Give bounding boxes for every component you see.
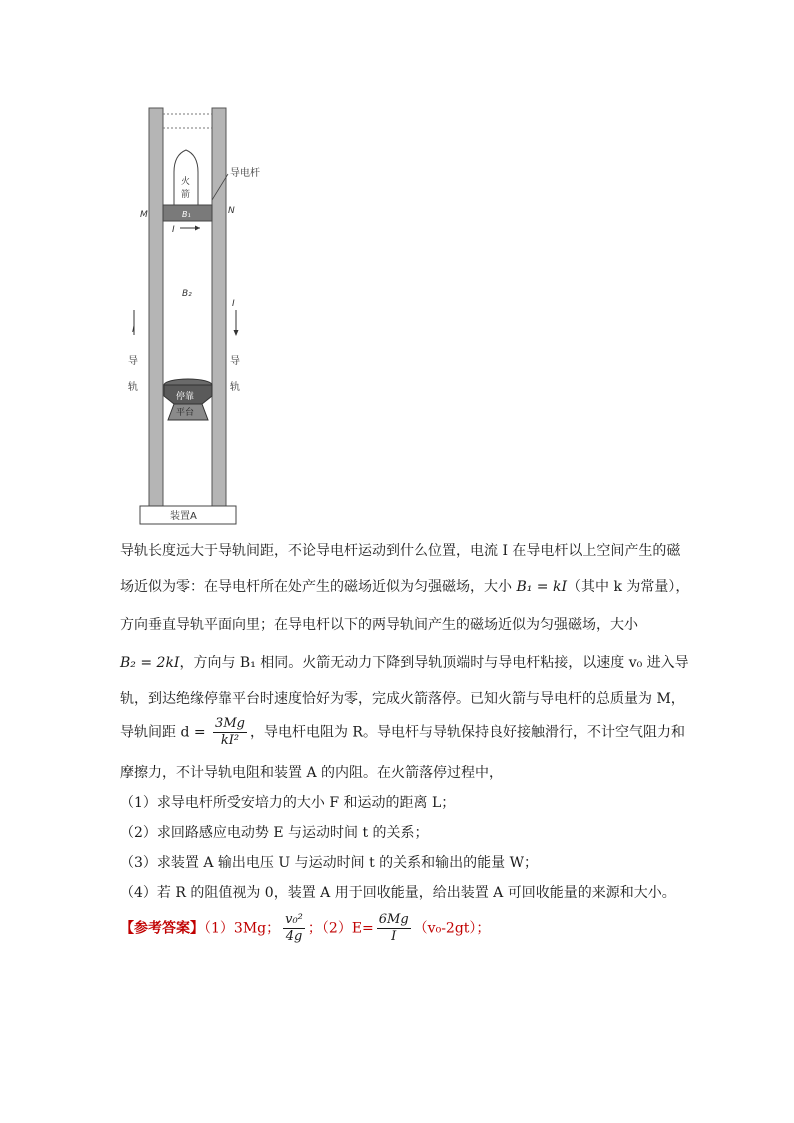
label-platform-2: 平台 — [176, 408, 195, 418]
text-line-4 — [120, 652, 689, 672]
text-line-2a: 场近似为零：在导电杆所在处产生的磁场近似为匀强磁场，大小 — [120, 579, 517, 595]
right-rail — [212, 108, 226, 506]
label-rail-right-2: 轨 — [230, 382, 240, 393]
text-line-5: 轨，到达绝缘停靠平台时速度恰好为零，完成火箭落停。已知火箭与导电杆的总质量为 M， — [120, 691, 685, 707]
answer-tag: 【参考答案】 — [120, 920, 204, 937]
right-arrow-head — [234, 330, 239, 336]
label-platform-1: 停靠 — [176, 392, 195, 402]
question-1: （1）求导电杆所受安培力的大小 F 和运动的距离 L； — [120, 795, 456, 811]
label-rocket-1: 火 — [181, 177, 191, 187]
text-line-6a: 导轨间距 d = — [120, 724, 211, 741]
label-m: M — [140, 210, 148, 220]
rod-arrow-head — [195, 226, 200, 231]
answer-2-fraction — [377, 912, 411, 945]
text-line-7: 摩擦力，不计导轨电阻和装置 A 的内阻。在火箭落停过程中， — [120, 765, 504, 781]
text-line-4b: ，方向与 B₁ 相同。火箭无动力下降到导轨顶端时与导电杆粘接，以速度 v₀ 进入导 — [179, 655, 689, 671]
rocket-rail-figure — [128, 100, 270, 526]
answer-1-num: v₀² — [285, 912, 303, 927]
label-rail-right-1: 导 — [230, 356, 240, 367]
label-rocket-2: 箭 — [181, 190, 191, 200]
text-line-6b: ，导电杆电阻为 R。导电杆与导轨保持良好接触滑行，不计空气阻力和 — [249, 724, 685, 741]
label-rail-left-1: 导 — [128, 356, 138, 367]
left-rail — [149, 108, 163, 506]
reference-answer — [120, 912, 490, 945]
label-b2: B₂ — [182, 289, 192, 299]
label-n: N — [228, 206, 235, 216]
text-line-3: 方向垂直导轨平面向里；在导电杆以下的两导轨间产生的磁场近似为匀强磁场，大小 — [120, 617, 638, 633]
eq-b2: B₂ = 2kI — [120, 655, 180, 671]
answer-2-num: 6Mg — [378, 912, 409, 927]
text-line-1: 导轨长度远大于导轨间距，不论导电杆运动到什么位置，电流 I 在导电杆以上空间产生的磁 — [120, 543, 681, 559]
label-rod: 导电杆 — [230, 168, 260, 179]
text-line-2 — [120, 576, 689, 596]
fraction-d-num: 3Mg — [215, 716, 245, 731]
label-rail-left-2: 轨 — [128, 382, 138, 393]
question-4: （4）若 R 的阻值视为 0，装置 A 用于回收能量，给出装置 A 可回收能量的来源和大小。 — [120, 885, 676, 901]
question-2: （2）求回路感应电动势 E 与运动时间 t 的关系； — [120, 825, 429, 841]
answer-1: （1）3Mg； — [204, 920, 281, 937]
answer-1-fraction — [283, 912, 305, 945]
text-line-2b: （其中 k 为常量）， — [567, 579, 690, 595]
label-b1: B₁ — [182, 210, 191, 219]
answer-1-den: 4g — [285, 929, 303, 944]
fraction-d-den: kI² — [220, 733, 240, 748]
figure-svg — [128, 100, 270, 526]
eq-b1: B₁ = kI — [516, 579, 567, 595]
answer-2: ；（2）E= — [307, 920, 374, 937]
question-3: （3）求装置 A 输出电压 U 与运动时间 t 的关系和输出的能量 W； — [120, 855, 538, 871]
label-device-a: 装置A — [170, 511, 197, 522]
label-i-rod: I — [172, 225, 175, 235]
label-i-right: I — [232, 299, 235, 309]
fraction-d — [213, 716, 247, 749]
answer-2-tail: （v₀-2gt）； — [413, 920, 491, 937]
label-i-left: I — [132, 325, 135, 335]
answer-2-den: I — [391, 929, 397, 944]
text-line-6 — [120, 716, 685, 749]
